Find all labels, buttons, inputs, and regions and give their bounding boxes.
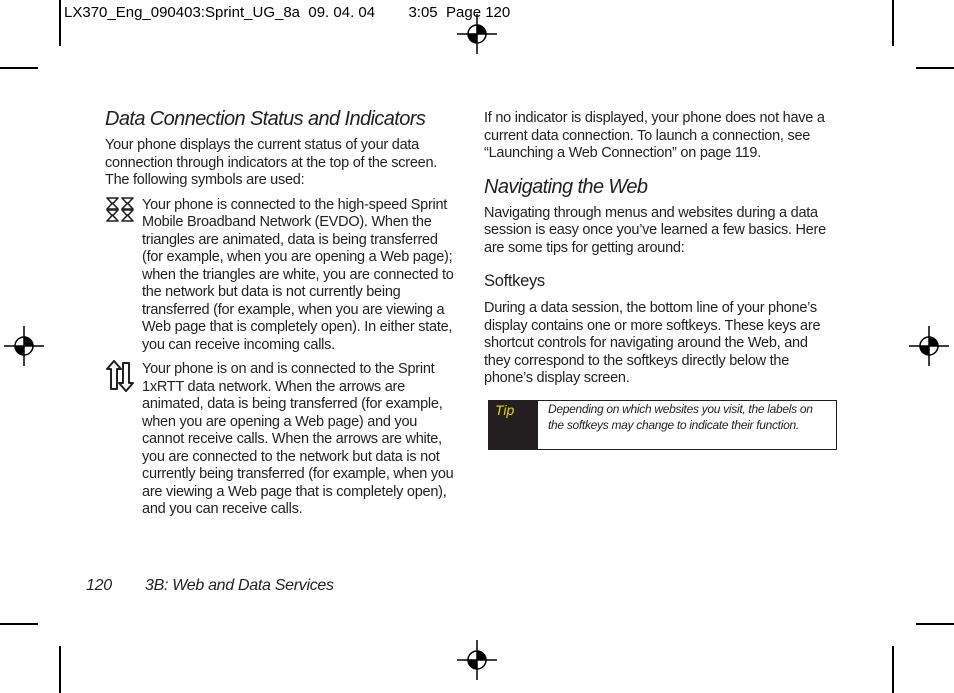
slug-page: Page 120: [446, 4, 511, 21]
1x-arrows-icon: [105, 360, 135, 392]
indicator-item: [105, 197, 461, 355]
right-column: [484, 110, 834, 388]
crop-mark: [916, 67, 954, 69]
no-indicator-paragraph: If no indicator is displayed, your phone does not have a current data connection. To launch a connection, see “Launching a Web Connection” on page 119.: [484, 110, 825, 161]
registration-mark-icon: [4, 326, 44, 366]
crop-mark: [59, 646, 61, 693]
page-footer: [86, 577, 334, 595]
softkeys-subhead: Softkeys: [484, 272, 545, 290]
slug-date: 09. 04. 04: [308, 4, 376, 21]
slug-time: 3:05: [408, 4, 438, 21]
crop-mark: [59, 0, 61, 46]
indicator-description: Your phone is on and is connected to the Sprint 1xRTT data network. When the arrows are animated, data is being transferred (for example, when you are opening a Web page) and you cannot receive calls. When the arrows are white, you are connected to the network but data is not currently being transferred (for example, when you are viewing a Web page that is completely open), and you can receive calls.: [142, 361, 454, 517]
crop-mark: [892, 646, 894, 693]
intro-paragraph: Your phone displays the current status of your data connection through indicators at the top of the screen. The following symbols are used:: [105, 137, 438, 188]
indicator-description: Your phone is connected to the high-speed Sprint Mobile Broadband Network (EVDO). When the triangles are animated, data is being transferred (for example, when you are opening a Web page); when the triangles are white, you are connected to the network but data is not currently being transferred (for example, when you are viewing a Web page that is completely open). In either state, you can receive incoming calls.: [142, 196, 454, 353]
section-title: Navigating the Web: [484, 175, 648, 198]
crop-mark: [0, 623, 38, 625]
navigating-intro: Navigating through menus and websites during a data session is easy once you’ve learned a few basics. Here are some tips for getting around:: [484, 204, 826, 256]
tip-text: Depending on which websites you visit, the labels on the softkeys may change to indicate their function.: [548, 402, 813, 432]
slug-file: LX370_Eng_090403:Sprint_UG_8a: [64, 4, 301, 21]
footer-section: 3B: Web and Data Services: [144, 577, 334, 594]
crop-mark: [0, 67, 38, 69]
section-title: Data Connection Status and Indicators: [105, 108, 426, 130]
registration-mark-icon: [457, 640, 497, 680]
registration-mark-icon: [457, 14, 497, 54]
tip-box: [488, 400, 837, 450]
print-slug: [64, 4, 510, 21]
tip-label: Tip: [489, 401, 538, 449]
crop-mark: [916, 623, 954, 625]
left-column: [105, 108, 461, 519]
registration-mark-icon: [909, 326, 949, 366]
evdo-triangles-icon: [105, 195, 135, 223]
crop-mark: [892, 0, 894, 46]
softkeys-paragraph: During a data session, the bottom line of your phone’s display contains one or more softkeys. These keys are shortcut controls for navigating around the Web, and they correspond to the softkeys directly below the phone’s display screen.: [484, 300, 821, 386]
page-number: 120: [86, 577, 112, 594]
indicator-item: [105, 361, 461, 519]
